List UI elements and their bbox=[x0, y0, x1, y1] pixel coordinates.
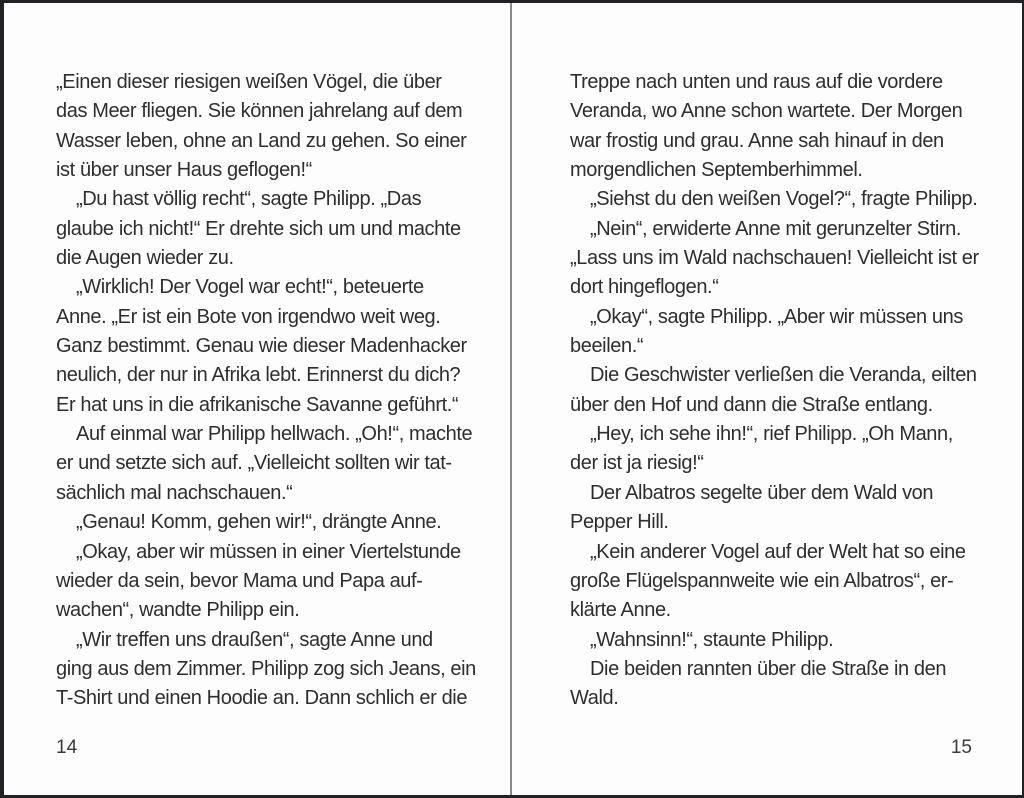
text-line: Der Albatros segelte über dem Wald von bbox=[590, 481, 934, 504]
text-line: Wald. bbox=[570, 687, 619, 710]
right-page bbox=[512, 0, 1022, 798]
text-line: Veranda, wo Anne schon wartete. Der Morgen bbox=[570, 100, 963, 123]
text-line: ging aus dem Zimmer. Philipp zog sich Jeans, ein bbox=[56, 657, 476, 680]
text-line: „Du hast völlig recht“, sagte Philipp. „Das bbox=[76, 188, 422, 211]
text-line: Die beiden rannten über die Straße in den bbox=[590, 657, 947, 680]
text-line: „Nein“, erwiderte Anne mit gerunzelter Stirn. bbox=[590, 217, 962, 240]
text-line: die Augen wieder zu. bbox=[56, 247, 234, 270]
text-line: neulich, der nur in Afrika lebt. Erinnerst du dich? bbox=[56, 364, 461, 387]
text-line: „Einen dieser riesigen weißen Vögel, die über bbox=[56, 71, 442, 93]
text-line: „Siehst du den weißen Vogel?“, fragte Philipp. bbox=[590, 188, 978, 211]
text-line: Ganz bestimmt. Genau wie dieser Madenhacker bbox=[56, 335, 467, 358]
right-page-text-block bbox=[570, 68, 979, 714]
text-line: beeilen.“ bbox=[570, 335, 644, 358]
text-line: ist über unser Haus geflogen!“ bbox=[56, 159, 312, 182]
left-page-number: 14 bbox=[56, 737, 78, 758]
page-gutter-divider bbox=[510, 3, 512, 795]
left-page bbox=[4, 0, 510, 798]
text-line: „Wir treffen uns draußen“, sagte Anne und bbox=[76, 628, 433, 651]
text-line: wieder da sein, bevor Mama und Papa auf- bbox=[56, 569, 423, 592]
text-line: Die Geschwister verließen die Veranda, eilten bbox=[590, 364, 977, 387]
text-line: Pepper Hill. bbox=[570, 511, 669, 534]
text-line: war frostig und grau. Anne sah hinauf in den bbox=[570, 129, 944, 152]
text-line: Treppe nach unten und raus auf die vordere bbox=[570, 71, 943, 93]
left-page-text-block bbox=[56, 68, 476, 714]
text-line: der ist ja riesig!“ bbox=[570, 452, 704, 475]
photo-edge-top bbox=[0, 0, 1024, 3]
text-line: glaube ich nicht!“ Er drehte sich um und machte bbox=[56, 217, 461, 240]
text-line: das Meer fliegen. Sie können jahrelang auf dem bbox=[56, 100, 463, 123]
text-line: „Kein anderer Vogel auf der Welt hat so eine bbox=[590, 540, 966, 563]
text-line: Anne. „Er ist ein Bote von irgendwo weit weg. bbox=[56, 305, 441, 328]
text-line: große Flügelspannweite wie ein Albatros“, er- bbox=[570, 569, 954, 592]
text-line: Auf einmal war Philipp hellwach. „Oh!“, machte bbox=[76, 423, 473, 446]
text-line: „Hey, ich sehe ihn!“, rief Philipp. „Oh Mann, bbox=[590, 423, 953, 446]
text-line: „Okay, aber wir müssen in einer Viertelstunde bbox=[76, 540, 461, 563]
text-line: dort hingeflogen.“ bbox=[570, 276, 719, 299]
photo-edge-left bbox=[0, 0, 4, 798]
text-line: „Lass uns im Wald nachschauen! Vielleicht ist er bbox=[570, 247, 979, 270]
text-line: er und setzte sich auf. „Vielleicht sollten wir tat- bbox=[56, 452, 452, 475]
text-line: „Okay“, sagte Philipp. „Aber wir müssen uns bbox=[590, 305, 963, 328]
text-line: „Wahnsinn!“, staunte Philipp. bbox=[590, 628, 834, 651]
text-line: T-Shirt und einen Hoodie an. Dann schlich er die bbox=[56, 687, 468, 710]
text-line: über den Hof und dann die Straße entlang. bbox=[570, 393, 933, 416]
text-line: morgendlichen Septemberhimmel. bbox=[570, 159, 863, 182]
text-line: Er hat uns in die afrikanische Savanne geführt.“ bbox=[56, 393, 459, 416]
text-line: „Wirklich! Der Vogel war echt!“, beteuerte bbox=[76, 276, 424, 299]
text-line: sächlich mal nachschauen.“ bbox=[56, 481, 293, 504]
text-line: wachen“, wandte Philipp ein. bbox=[56, 599, 300, 622]
text-line: klärte Anne. bbox=[570, 599, 671, 622]
text-line: „Genau! Komm, gehen wir!“, drängte Anne. bbox=[76, 511, 442, 534]
text-line: Wasser leben, ohne an Land zu gehen. So einer bbox=[56, 129, 467, 152]
right-page-number: 15 bbox=[950, 737, 972, 758]
